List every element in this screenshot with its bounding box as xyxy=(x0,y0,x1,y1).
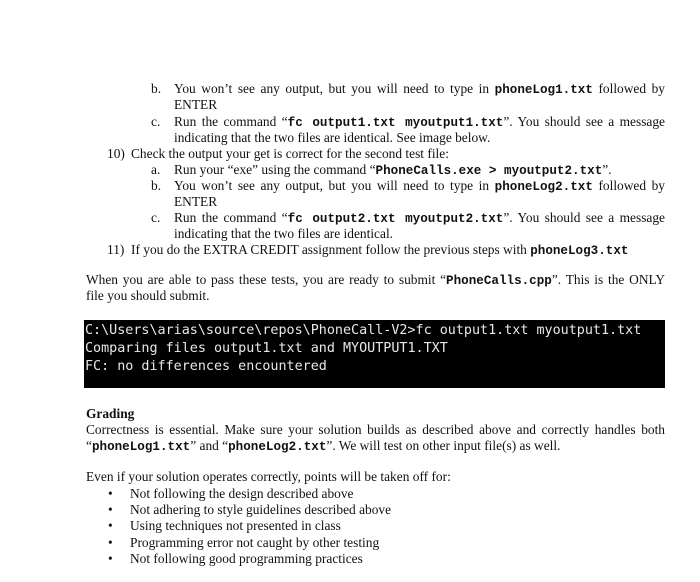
step-10b-text xyxy=(174,178,665,195)
step-11-label: 11) xyxy=(107,242,125,257)
step-10c-line2: indicating that the two files are identical. xyxy=(174,226,394,241)
step-9b-line2: ENTER xyxy=(174,97,218,112)
step-11-text xyxy=(131,242,628,259)
step-9c-label: c. xyxy=(151,114,161,129)
step-9c-post: ”. You should see a message xyxy=(503,114,665,129)
step-10c-text xyxy=(174,210,665,227)
step-9b-label: b. xyxy=(151,81,162,96)
step-10b-post: followed by xyxy=(592,178,666,193)
terminal-line-3: FC: no differences encountered xyxy=(85,359,327,374)
grading-q1: “ xyxy=(86,438,92,453)
step-9b-code: phoneLog1.txt xyxy=(494,83,593,97)
terminal-screenshot xyxy=(84,320,665,388)
submit-post: ”. This is the ONLY xyxy=(551,272,665,287)
step-9c-line2: indicating that the two files are identical. See image below. xyxy=(174,130,491,145)
grading-code-1: phoneLog1.txt xyxy=(91,440,191,454)
step-9c-code: fc output1.txt myoutput1.txt xyxy=(287,116,504,130)
list-item: Not following the design described above xyxy=(130,486,354,501)
submit-paragraph-line2: file you should submit. xyxy=(86,288,210,303)
submit-paragraph-line1 xyxy=(86,272,665,289)
step-10b-code: phoneLog2.txt xyxy=(494,180,593,194)
terminal-line-1: C:\Users\arias\source\repos\PhoneCall-V2>fc output1.txt myoutput1.txt xyxy=(85,323,642,338)
step-10-text: Check the output your get is correct for the second test file: xyxy=(131,146,449,161)
list-item: Programming error not caught by other testing xyxy=(130,535,380,550)
submit-code: PhoneCalls.cpp xyxy=(446,274,552,288)
list-item: Not adhering to style guidelines described above xyxy=(130,502,392,517)
step-11-pre: If you do the EXTRA CREDIT assignment follow the previous steps with xyxy=(131,242,531,257)
step-10a-post: ”. xyxy=(602,162,612,177)
terminal-line-2: Comparing files output1.txt and MYOUTPUT1.TXT xyxy=(85,341,448,356)
bullet-icon: • xyxy=(108,502,113,517)
submit-pre: When you are able to pass these tests, you are ready to submit “ xyxy=(86,272,447,287)
step-10a-pre: Run your “exe” using the command “ xyxy=(174,162,376,177)
step-10a-code: PhoneCalls.exe > myoutput2.txt xyxy=(375,164,603,178)
step-10c-label: c. xyxy=(151,210,161,225)
step-9b-pre: You won’t see any output, but you will need to type in xyxy=(174,81,495,96)
grading-heading: Grading xyxy=(86,406,135,421)
bullet-icon: • xyxy=(108,518,113,533)
step-10b-label: b. xyxy=(151,178,162,193)
step-10c-code: fc output2.txt myoutput2.txt xyxy=(287,212,504,226)
grading-paragraph-line2 xyxy=(86,438,560,455)
step-10a-text xyxy=(174,162,612,179)
bullet-icon: • xyxy=(108,551,113,566)
step-10b-pre: You won’t see any output, but you will need to type in xyxy=(174,178,495,193)
step-9b-post: followed by xyxy=(592,81,666,96)
step-10-label: 10) xyxy=(107,146,125,161)
step-10a-label: a. xyxy=(151,162,161,177)
step-9b-text xyxy=(174,81,665,98)
step-9c-pre: Run the command “ xyxy=(174,114,288,129)
grading-mid: ” and “ xyxy=(190,438,229,453)
step-11-code: phoneLog3.txt xyxy=(530,244,629,258)
bullet-icon: • xyxy=(108,535,113,550)
step-10c-pre: Run the command “ xyxy=(174,210,288,225)
grading-post: ”. We will test on other input file(s) as well. xyxy=(326,438,561,453)
grading-paragraph-line1: Correctness is essential. Make sure your solution builds as described above and correctly handles both xyxy=(86,422,665,437)
list-item: Not following good programming practices xyxy=(130,551,363,566)
grading-code-2: phoneLog2.txt xyxy=(228,440,327,454)
step-10c-post: ”. You should see a message xyxy=(503,210,665,225)
list-item: Using techniques not presented in class xyxy=(130,518,341,533)
grading-deductions-intro: Even if your solution operates correctly, points will be taken off for: xyxy=(86,469,451,484)
bullet-icon: • xyxy=(108,486,113,501)
step-10b-line2: ENTER xyxy=(174,194,218,209)
step-9c-text xyxy=(174,114,665,131)
